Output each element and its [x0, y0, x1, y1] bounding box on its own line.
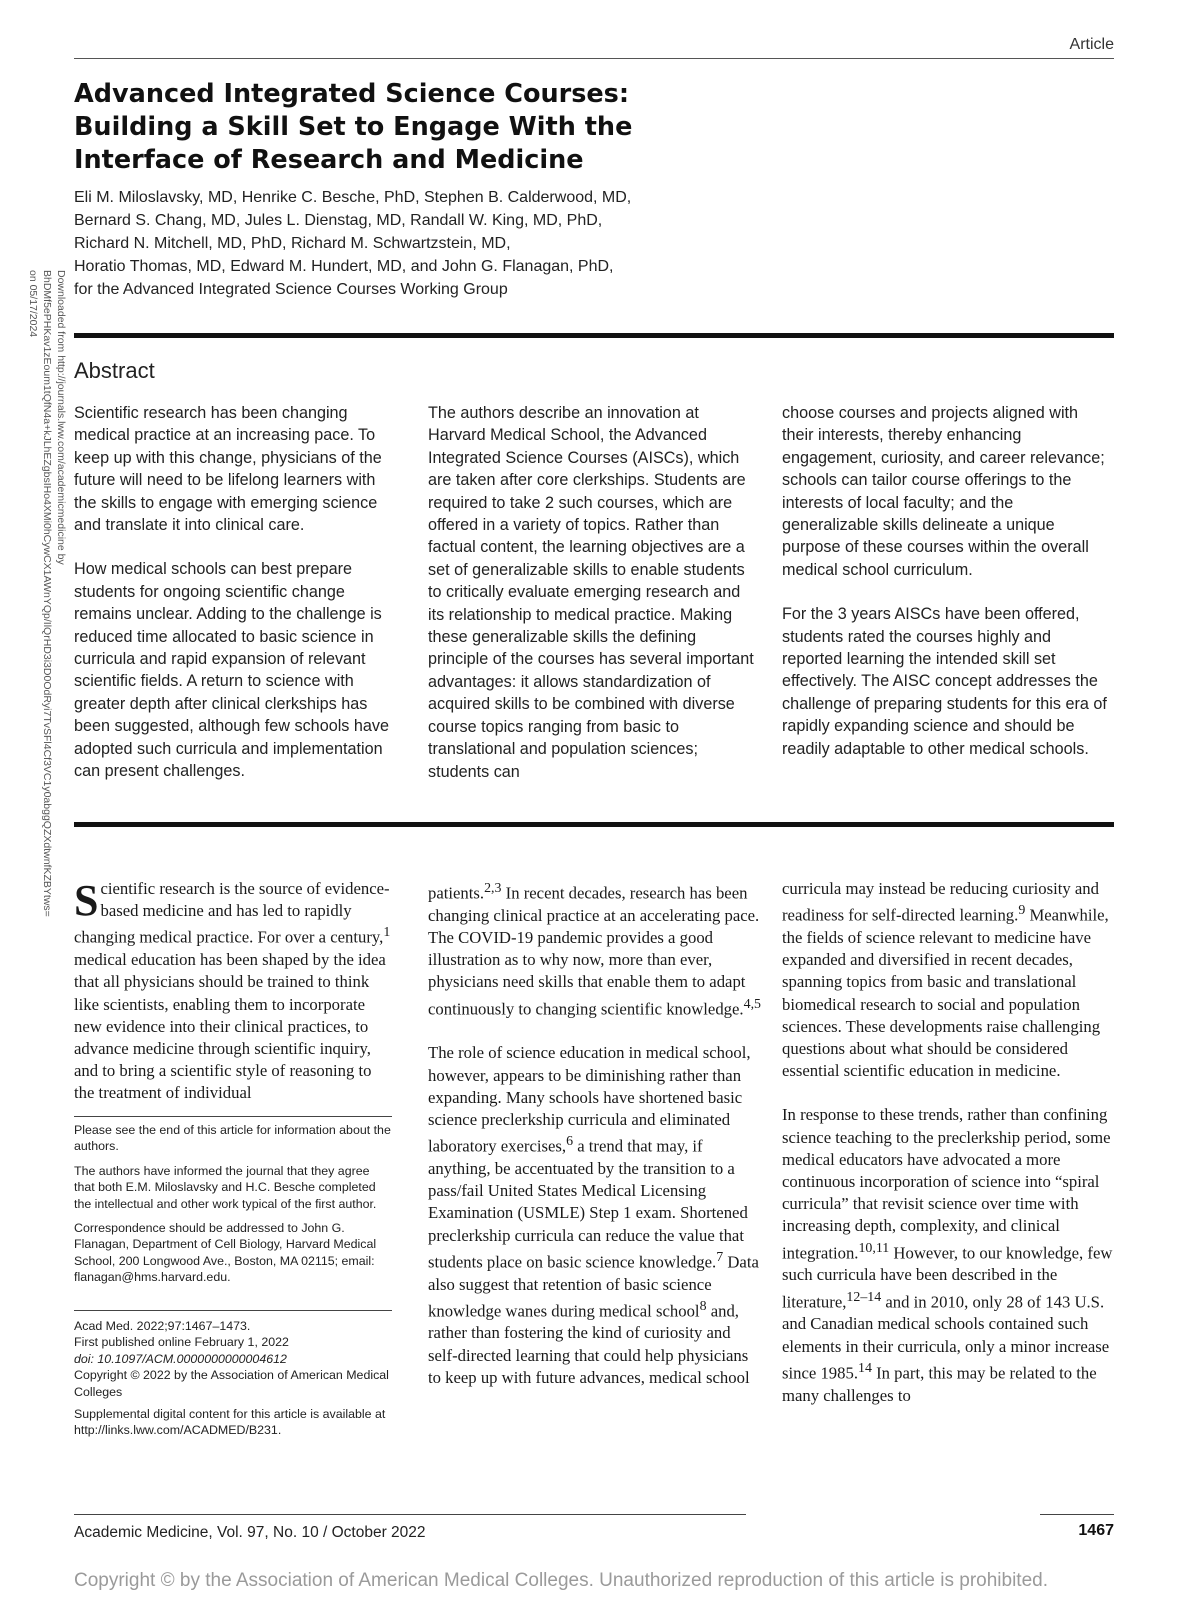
doi: doi: 10.1097/ACM.0000000000004612 — [74, 1351, 287, 1366]
abstract-column-3 — [782, 402, 1110, 782]
reference: 9 — [1018, 903, 1026, 919]
abstract-heading: Abstract — [74, 358, 155, 383]
header-rule — [74, 58, 1114, 59]
drop-cap: S — [74, 876, 99, 925]
citation-line: First published online February 1, 2022 — [74, 1335, 289, 1350]
body-column-2 — [428, 878, 762, 1411]
citation-rule — [74, 1310, 392, 1311]
abstract-paragraph: How medical schools can best prepare students for ongoing scientific change remains unclear. Adding to the challenge is reduced time allocated to basic science in curricula and rapid expansion of relevant scientific fields. A return to science with greater depth after clinical clerkships has been suggested, although few schools have adopted such curricula and implementation can present challenges. — [74, 560, 389, 781]
reference: 7 — [716, 1249, 724, 1265]
author-line: Horatio Thomas, MD, Edward M. Hundert, MD, and John G. Flanagan, PhD, — [74, 258, 614, 275]
author-list — [74, 186, 774, 301]
footnote-rule — [74, 1116, 392, 1117]
body-paragraph: In response to these trends, rather than confining science teaching to the preclerkship period, some medical educators have advocated a more continuous incorporation of science into “spiral curricula” that revisit science over time with increasing depth, complexity, and clinical integration.$^{10,11}$ However, to our knowledge, few such curricula have been described in the literature,$^{12-14}$ and in 2010, only 28 of 143 U.S. and Canadian medical schools contained such elements in their curricula, only a minor increase since 1985.14 In part, this may be related to the many challenges to — [782, 1105, 1113, 1405]
page-number: 1467 — [1078, 1522, 1114, 1539]
note-text: The authors have informed the journal that they agree that both E.M. Miloslavsky and H.C. Besche completed the intellectual and other work typical of the first author. — [74, 1163, 377, 1211]
reference: 4,5 — [743, 996, 761, 1012]
abstract-paragraph: choose courses and projects aligned with their interests, thereby enhancing engagement, curiosity, and career relevance; schools can tailor course offerings to the interests of local faculty; and the generalizable skills delineate a unique purpose of these courses within the overall medical school curriculum. — [782, 404, 1105, 579]
abstract-column-2 — [428, 402, 756, 805]
abstract-column-1 — [74, 402, 402, 805]
reference: 6 — [566, 1134, 574, 1150]
reference: 2,3 — [484, 881, 502, 896]
body-column-3 — [782, 878, 1116, 1429]
body-paragraph: The role of science education in medical school, however, appears to be diminishing rather than expanding. Many schools have shortened basic science preclerkship curricula and eliminated laboratory exercises,$^6$ a trend that may, if anything, be accentuated by the transition to a pass/fail United States Medical Licensing Examination (USMLE) Step 1 exam. Shortened preclerkship curricula can reduce the value that students place on basic science knowledge.$^7$ Data also suggest that retention of basic science knowledge wanes during medical school$^8$ and, rather than fostering the kind of curiosity and self-directed learning that could help physicians to keep up with future advances, medical school — [428, 1043, 759, 1387]
note-text: Please see the end of this article for information about the authors. — [74, 1123, 391, 1154]
journal-citation: Academic Medicine, Vol. 97, No. 10 / October 2022 — [74, 1524, 426, 1541]
article-title: Advanced Integrated Science Courses: Building a Skill Set to Engage With the Interface of Research and Medicine — [74, 79, 633, 175]
author-line: for the Advanced Integrated Science Courses Working Group — [74, 281, 508, 298]
abstract-paragraph: For the 3 years AISCs have been offered, students rated the courses highly and reported learning the intended skill set effectively. The AISC concept addresses the challenge of preparing students for this era of rapidly expanding science and should be readily adaptable to other medical schools. — [782, 605, 1107, 758]
author-line: Bernard S. Chang, MD, Jules L. Dienstag, MD, Randall W. King, MD, PhD, — [74, 212, 603, 229]
citation-line: Acad Med. 2022;97:1467–1473. — [74, 1319, 251, 1333]
author-line: Eli M. Miloslavsky, MD, Henrike C. Besche, PhD, Stephen B. Calderwood, MD, — [74, 189, 632, 206]
body-paragraph: curricula may instead be reducing curiosity and readiness for self-directed learning.$^9$ Meanwhile, the fields of science relevant to medicine have expanded and diversified in recent decades, spanning topics from basic and translational biomedical research to social and population sciences. These developments raise challenging questions about what should be considered essential scientific education in medicine. — [782, 879, 1109, 1081]
abstract-paragraph: Scientific research has been changing medical practice at an increasing pace. To keep up with this change, physicians of the future will need to be lifelong learners with the skills to engage with emerging science and translate it into clinical care. — [74, 404, 382, 535]
citation-block — [74, 1318, 392, 1447]
abstract-top-rule — [74, 333, 1114, 338]
copyright-notice: Copyright © by the Association of American Medical Colleges. Unauthorized reproduction of this article is prohibited. — [74, 1570, 1049, 1591]
footer-rule-right — [1040, 1514, 1114, 1515]
citation-line: Copyright © 2022 by the Association of American Medical Colleges — [74, 1368, 389, 1399]
reference: 10,11 — [858, 1240, 890, 1256]
download-notice: Downloaded from http://journals.lww.com/academicmedicine by BhDMf5ePHKav1zEoum1tQfN4a+kJLhEZgbsIHo4XMi0hCywCX1AWnYQp/IlQrHD3i3D0OdRyi7TvSFl4Cf3VC1y0abggQZXdtwnfKZBYtws= on 05/17/2024 — [27, 270, 67, 917]
reference: 12–14 — [846, 1289, 882, 1305]
body-paragraph: patients.$^{2,3}$ In recent decades, research has been changing clinical practice at an accelerating pace. The COVID-19 pandemic provides a good illustration as to why now, more than ever, physicians need skills that enable them to adapt continuously to changing scientific knowledge.$^{4,5}$ — [428, 881, 761, 1019]
reference: 8 — [699, 1298, 707, 1314]
supplemental-note: Supplemental digital content for this article is available at http://links.lww.com/ACADMED/B231. — [74, 1407, 386, 1438]
abstract-bottom-rule — [74, 822, 1114, 827]
abstract-paragraph: The authors describe an innovation at Harvard Medical School, the Advanced Integrated Science Courses (AISCs), which are taken after core clerkships. Students are required to take 2 such courses, which are offered in a variety of topics. Rather than factual content, the learning objectives are a set of generalizable skills to enable students to critically evaluate emerging research and its relationship to medical practice. Making these generalizable skills the defining principle of the courses has several important advantages: it allows standardization of acquired skills to be combined with diverse course topics ranging from basic to translational and population sciences; students can — [428, 404, 754, 781]
author-line: Richard N. Mitchell, MD, PhD, Richard M. Schwartzstein, MD, — [74, 235, 511, 252]
reference: 14 — [858, 1360, 872, 1376]
section-label: Article — [1069, 36, 1114, 53]
reference: 1 — [383, 925, 391, 941]
body-paragraph: Scientific research is the source of evidence-based medicine and has led to rapidly changing medical practice. For over a century,$^1$ medical education has been shaped by the idea that all physicians should be trained to think like scientists, enabling them to incorporate new evidence into their clinical practices, to advance medicine through scientific inquiry, and to bring a scientific style of reasoning to the treatment of individual — [74, 876, 391, 1103]
footer-rule-left — [74, 1514, 746, 1515]
body-column-1 — [74, 878, 392, 1127]
note-text: Correspondence should be addressed to John G. Flanagan, Department of Cell Biology, Harvard Medical School, 200 Longwood Ave., Boston, MA 02115; email: flanagan@hms.harvard.edu. — [74, 1221, 377, 1285]
author-notes — [74, 1122, 392, 1294]
